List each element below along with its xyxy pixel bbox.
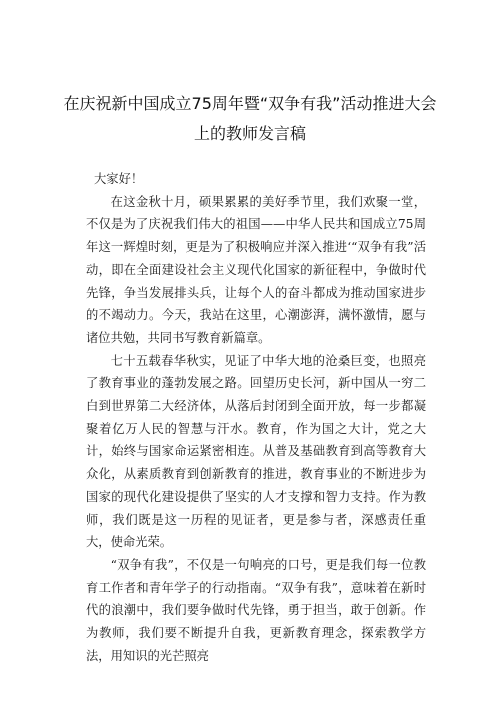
- paragraph-2: 七十五载春华秋实，见证了中华大地的沧桑巨变，也照亮了教育事业的蓬勃发展之路。回望历史长河，新中国从一穷二白到世界第二大经济体，从落后封闭到全面开放，每一步都凝聚着亿万人民的智慧与汗水。教育，作为国之大计，党之大计，始终与国家命运紧密相连。从普及基础教育到高等教育大众化，从素质教育到创新教育的推进，教育事业的不断进步为国家的现代化建设提供了坚实的人才支撑和智力支持。作为教师，我们既是这一历程的见证者，更是参与者，深感责任重大，使命光荣。: [86, 353, 426, 550]
- paragraph-3: “双争有我”，不仅是一句响亮的口号，更是我们每一位教育工作者和青年学子的行动指南。“双争有我”，意味着在新时代的浪潮中，我们要争做时代先锋，勇于担当，敢于创新。作为教师，我们要不断提升自我，更新教育理念，探索教学方法，用知识的光芒照亮: [86, 557, 426, 663]
- document-title-line-1: 在庆祝新中国成立75周年暨“双争有我”活动推进大会: [63, 94, 437, 113]
- document-title-line-2: 上的教师发言稿: [193, 124, 306, 143]
- paragraph-1: 在这金秋十月，硕果累累的美好季节里，我们欢聚一堂，不仅是为了庆祝我们伟大的祖国——中华人民共和国成立75周年这一辉煌时刻，更是为了积极响应并深入推进‘“双争有我”活动，即在全面建设社会主义现代化国家的新征程中，争做时代先锋，争当发展排头兵，让每个人的奋斗都成为推动国家进步的不竭动力。今天，我站在这里，心潮澎湃，满怀激情，愿与诸位共勉，共同书写教育新篇章。: [86, 194, 426, 345]
- greeting: 大家好！: [94, 172, 144, 186]
- document-body: [86, 168, 426, 667]
